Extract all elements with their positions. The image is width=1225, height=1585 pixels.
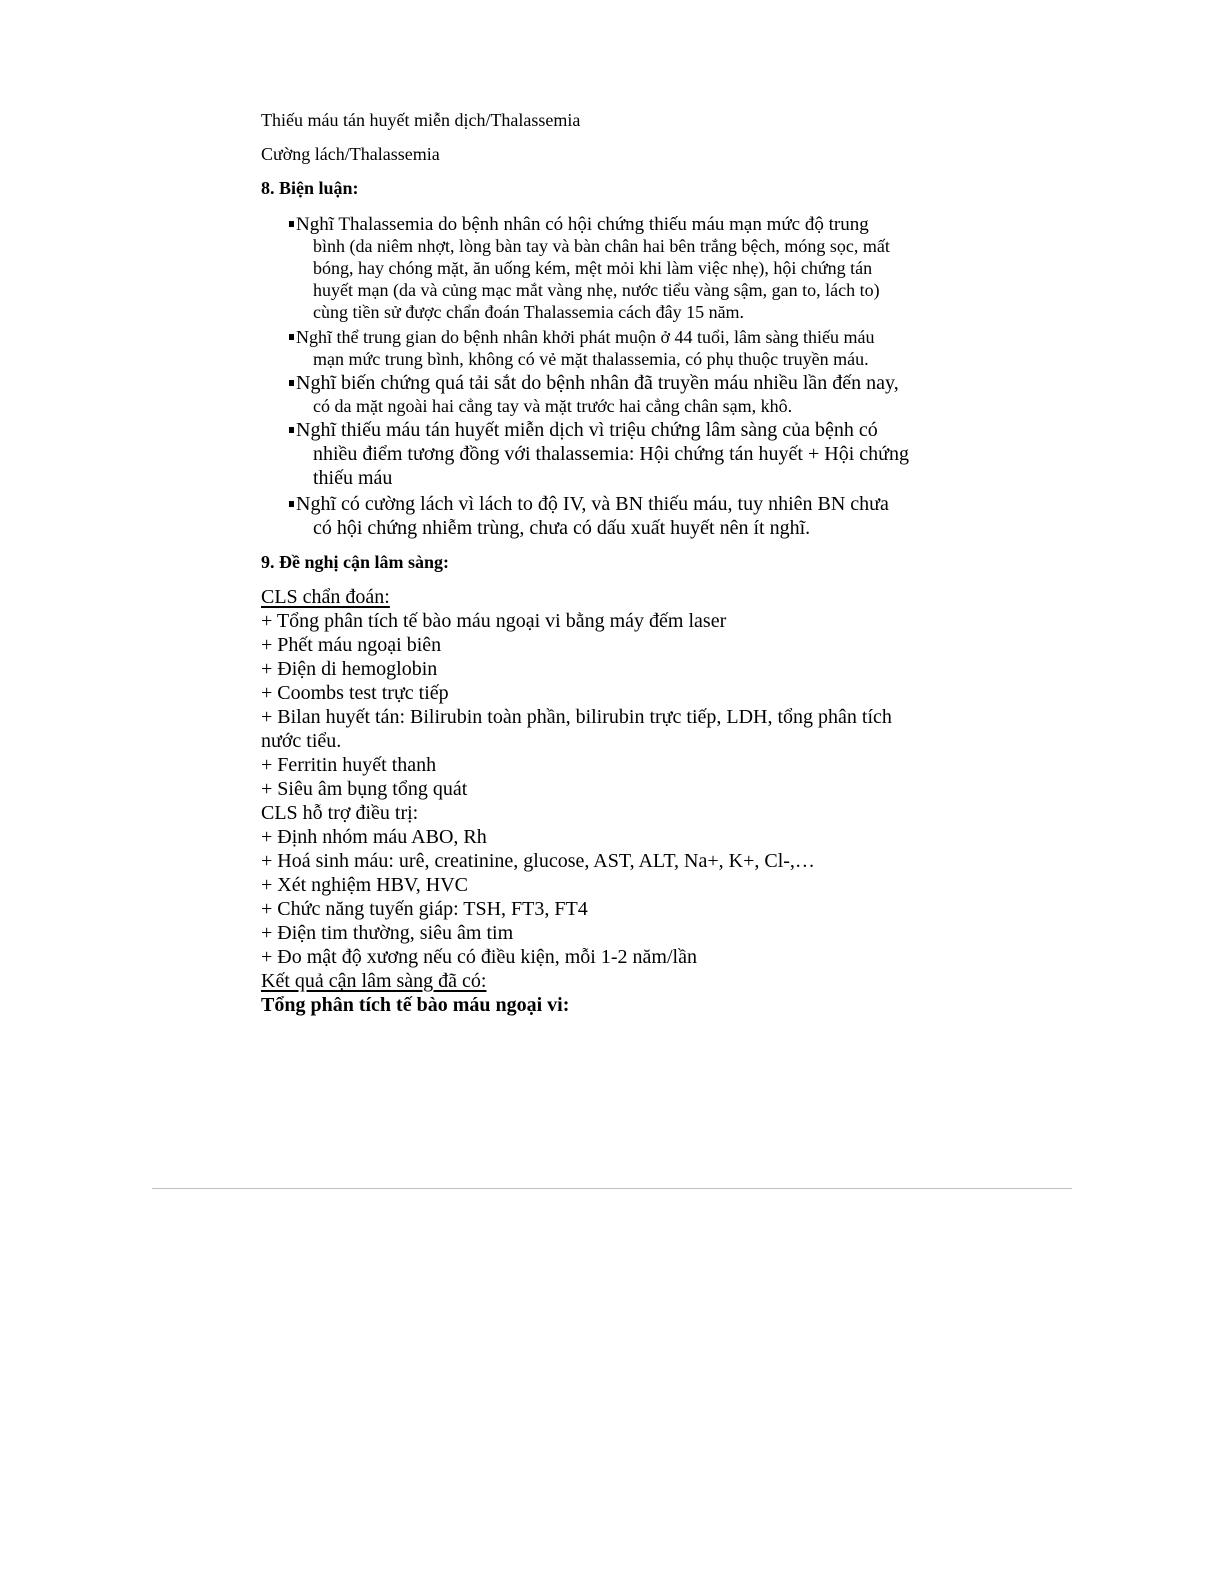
bullet-line: bóng, hay chóng mặt, ăn uống kém, mệt mỏi khi làm việc nhẹ), hội chứng tán [313, 258, 873, 278]
bullet-line: mạn mức trung bình, không có vẻ mặt thalassemia, có phụ thuộc truyền máu. [313, 349, 869, 369]
bullet-line: Nghĩ có cường lách vì lách to độ IV, và BN thiếu máu, tuy nhiên BN chưa [289, 494, 889, 514]
support-item: + Hoá sinh máu: urê, creatinine, glucose, AST, ALT, Na+, K+, Cl-,… [261, 850, 815, 872]
diagnostic-item: + Bilan huyết tán: Bilirubin toàn phần, bilirubin trực tiếp, LDH, tổng phân tích [261, 706, 892, 728]
section-9-heading: 9. Đề nghị cận lâm sàng: [261, 552, 450, 572]
bullet-line: Nghĩ thể trung gian do bệnh nhân khởi phát muộn ở 44 tuổi, lâm sàng thiếu máu [289, 328, 874, 346]
page-divider [152, 1188, 1072, 1189]
bullet-line: Nghĩ thiếu máu tán huyết miễn dịch vì triệu chứng lâm sàng của bệnh có [289, 420, 878, 440]
bullet-line: Nghĩ biến chứng quá tải sắt do bệnh nhân đã truyền máu nhiều lần đến nay, [289, 373, 899, 393]
diagnosis-line-1: Thiếu máu tán huyết miễn dịch/Thalassemia [261, 110, 581, 130]
bullet-line: nhiều điểm tương đồng với thalassemia: Hội chứng tán huyết + Hội chứng [313, 443, 909, 465]
support-item: + Định nhóm máu ABO, Rh [261, 826, 487, 848]
diagnostic-item: + Tổng phân tích tế bào máu ngoại vi bằng máy đếm laser [261, 610, 727, 632]
bullet-square-icon [289, 334, 294, 340]
bullet-line: huyết mạn (da và củng mạc mắt vàng nhẹ, nước tiểu vàng sậm, gan to, lách to) [313, 280, 880, 300]
diagnostic-item: + Phết máu ngoại biên [261, 634, 442, 656]
bullet-square-icon [289, 380, 294, 386]
section-8-heading: 8. Biện luận: [261, 178, 359, 198]
bullet-line: có da mặt ngoài hai cẳng tay và mặt trước hai cẳng chân sạm, khô. [313, 396, 793, 416]
cbc-results-heading: Tổng phân tích tế bào máu ngoại vi: [261, 994, 570, 1016]
bullet-square-icon [289, 501, 294, 507]
bullet-line: thiếu máu [313, 467, 393, 489]
diagnostic-item: + Điện di hemoglobin [261, 658, 438, 680]
support-item: + Xét nghiệm HBV, HVC [261, 874, 469, 896]
diagnostic-item: nước tiểu. [261, 730, 342, 752]
bullet-square-icon [289, 221, 294, 227]
diagnostic-item: + Coombs test trực tiếp [261, 682, 449, 704]
diagnostic-item: + Ferritin huyết thanh [261, 754, 437, 776]
support-item: + Chức năng tuyến giáp: TSH, FT3, FT4 [261, 898, 588, 920]
diagnostic-item: + Siêu âm bụng tổng quát [261, 778, 468, 800]
support-item: + Điện tim thường, siêu âm tim [261, 922, 514, 944]
diagnosis-line-2: Cường lách/Thalassemia [261, 144, 440, 164]
results-title: Kết quả cận lâm sàng đã có: [261, 970, 487, 992]
support-item: + Đo mật độ xương nếu có điều kiện, mỗi 1-2 năm/lần [261, 946, 697, 968]
bullet-line: bình (da niêm nhợt, lòng bàn tay và bàn chân hai bên trắng bệch, móng sọc, mất [313, 236, 890, 256]
bullet-line: Nghĩ Thalassemia do bệnh nhân có hội chứng thiếu máu mạn mức độ trung [289, 215, 869, 234]
diagnostic-tests-title: CLS chẩn đoán: [261, 586, 390, 608]
bullet-line: cùng tiền sử được chẩn đoán Thalassemia cách đây 15 năm. [313, 302, 745, 322]
support-tests-title: CLS hỗ trợ điều trị: [261, 802, 419, 824]
bullet-line: có hội chứng nhiễm trùng, chưa có dấu xuất huyết nên ít nghĩ. [313, 517, 811, 539]
bullet-square-icon [289, 427, 294, 433]
